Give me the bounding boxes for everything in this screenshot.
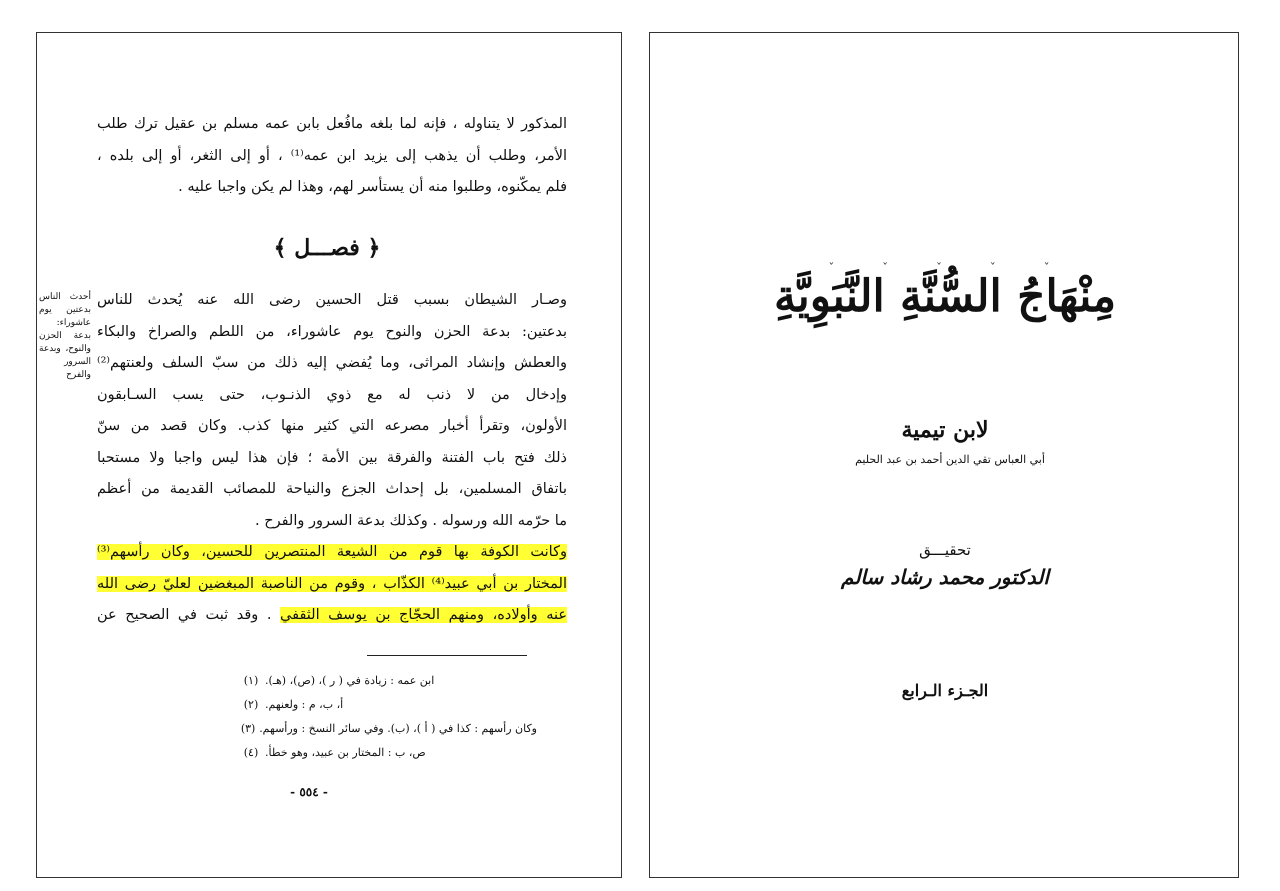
- footnotes: [237, 669, 537, 765]
- book-title: مِنْهَاجُ السُّنَّةِ النَّبَوِيَّةِ: [773, 271, 1117, 322]
- page-number: - ٥٥٤ -: [290, 785, 328, 799]
- text-line: الأمر، وطلب أن يذهب إلى يزيد ابن عمه⁽¹⁾ ، أو إلى الثغر، أو إلى بلده ،: [97, 147, 567, 164]
- text-line: فلم يمكّنوه، وطلبوا منه أن يستأسر لهم، وهذا لم يكن واجبا عليه .: [178, 179, 567, 195]
- footnote: [237, 717, 537, 741]
- footnote-number: (٣): [240, 722, 256, 735]
- volume-label: الجـزء الـرابع: [901, 681, 989, 700]
- footnote: [237, 693, 537, 717]
- footnote-number: (٤): [243, 746, 259, 759]
- margin-note: أحدث الناس بدعتين يوم عاشوراء: بدعة الحزن والنوح، وبدعة السرور والفرح: [39, 292, 91, 380]
- section-heading: ﴿ فصـــل ﴾: [273, 235, 381, 261]
- footnote: [237, 669, 537, 693]
- footnote-text: ابن عمه : زيادة في ( ر )، (ص)، (هـ).: [265, 674, 435, 687]
- line-tail: . وقد ثبت في الصحيح عن: [97, 607, 272, 623]
- editor-name: الدكتور محمد رشاد سالم: [841, 565, 1049, 589]
- highlighted-line: [97, 537, 567, 569]
- highlighted-text: المختار بن أبي عبيد⁽⁴⁾ الكذّاب ، وقوم من الناصبة المبغضين لعليّ رضى الله: [97, 575, 567, 592]
- footnote: [237, 741, 537, 765]
- text-line: وصـار الشيطان بسبب قتل الحسين رضى الله عنه يُحدث للناس: [97, 292, 567, 308]
- left-page: [36, 32, 622, 878]
- text-line: ما حرّمه الله ورسوله . وكذلك بدعة السرور والفرح .: [254, 512, 567, 529]
- highlighted-text: وكانت الكوفة بها قوم من الشيعة المنتصرين للحسين، وكان رأسهم⁽³⁾: [97, 544, 567, 560]
- text-line: الأولون، وتقرأ أخبار مصرعه التي كثير منها كذب. وكان قصد من سنّ: [97, 418, 567, 434]
- text-line: وإدخال من لا ذنب له مع ذوي الذنـوب، حتى يسب السـابقون: [97, 386, 567, 403]
- footnote-divider: [367, 655, 527, 656]
- text-line: والعطش وإنشاد المراثى، وما يُفضي إليه ذلك من سبّ السلف ولعنتهم⁽²⁾: [97, 355, 567, 371]
- highlighted-text: عنه وأولاده، ومنهم الحجّاج بن يوسف الثقفي: [280, 607, 568, 623]
- text-line: بدعتين: بدعة الحزن والنوح يوم عاشوراء، من اللطم والصراخ والبكاء: [97, 323, 567, 340]
- right-page: [649, 32, 1239, 878]
- editor-label: تحقيـــق: [919, 541, 971, 559]
- text-line: باتفاق المسلمين، بل إحداث الجزع والنياحة للمصائب القديمة من أعظم: [97, 481, 567, 497]
- footnote-number: (٢): [243, 698, 259, 711]
- highlighted-line: [97, 600, 567, 632]
- text-line: ذلك فتح باب الفتنة والفرقة بين الأمة ؛ فإن هذا ليس واجبا ولا مستحبا: [97, 449, 567, 466]
- author-name: لابن تيمية: [901, 417, 989, 443]
- intro-paragraph: [97, 109, 567, 204]
- highlighted-line: [97, 569, 567, 601]
- footnote-text: وكان رأسهم : كذا في ( أ )، (ب). وفي سائر النسخ : ورأسهم.: [259, 722, 537, 735]
- author-full-name: أبي العباس تقي الدين أحمد بن عبد الحليم: [855, 453, 1045, 466]
- footnote-text: أ، ب، م : ولعنهم.: [265, 698, 344, 711]
- title-ornament: ˇ ˇ ˇ ˇ ˇ: [828, 261, 1072, 275]
- text-line: المذكور لا يتناوله ، فإنه لما بلغه مافُعل بابن عمه مسلم بن عقيل ترك طلب: [97, 116, 567, 132]
- footnote-number: (١): [243, 674, 259, 687]
- main-paragraph: [97, 285, 567, 632]
- footnote-text: ص، ب : المختار بن عبيد، وهو خطأ.: [265, 746, 426, 759]
